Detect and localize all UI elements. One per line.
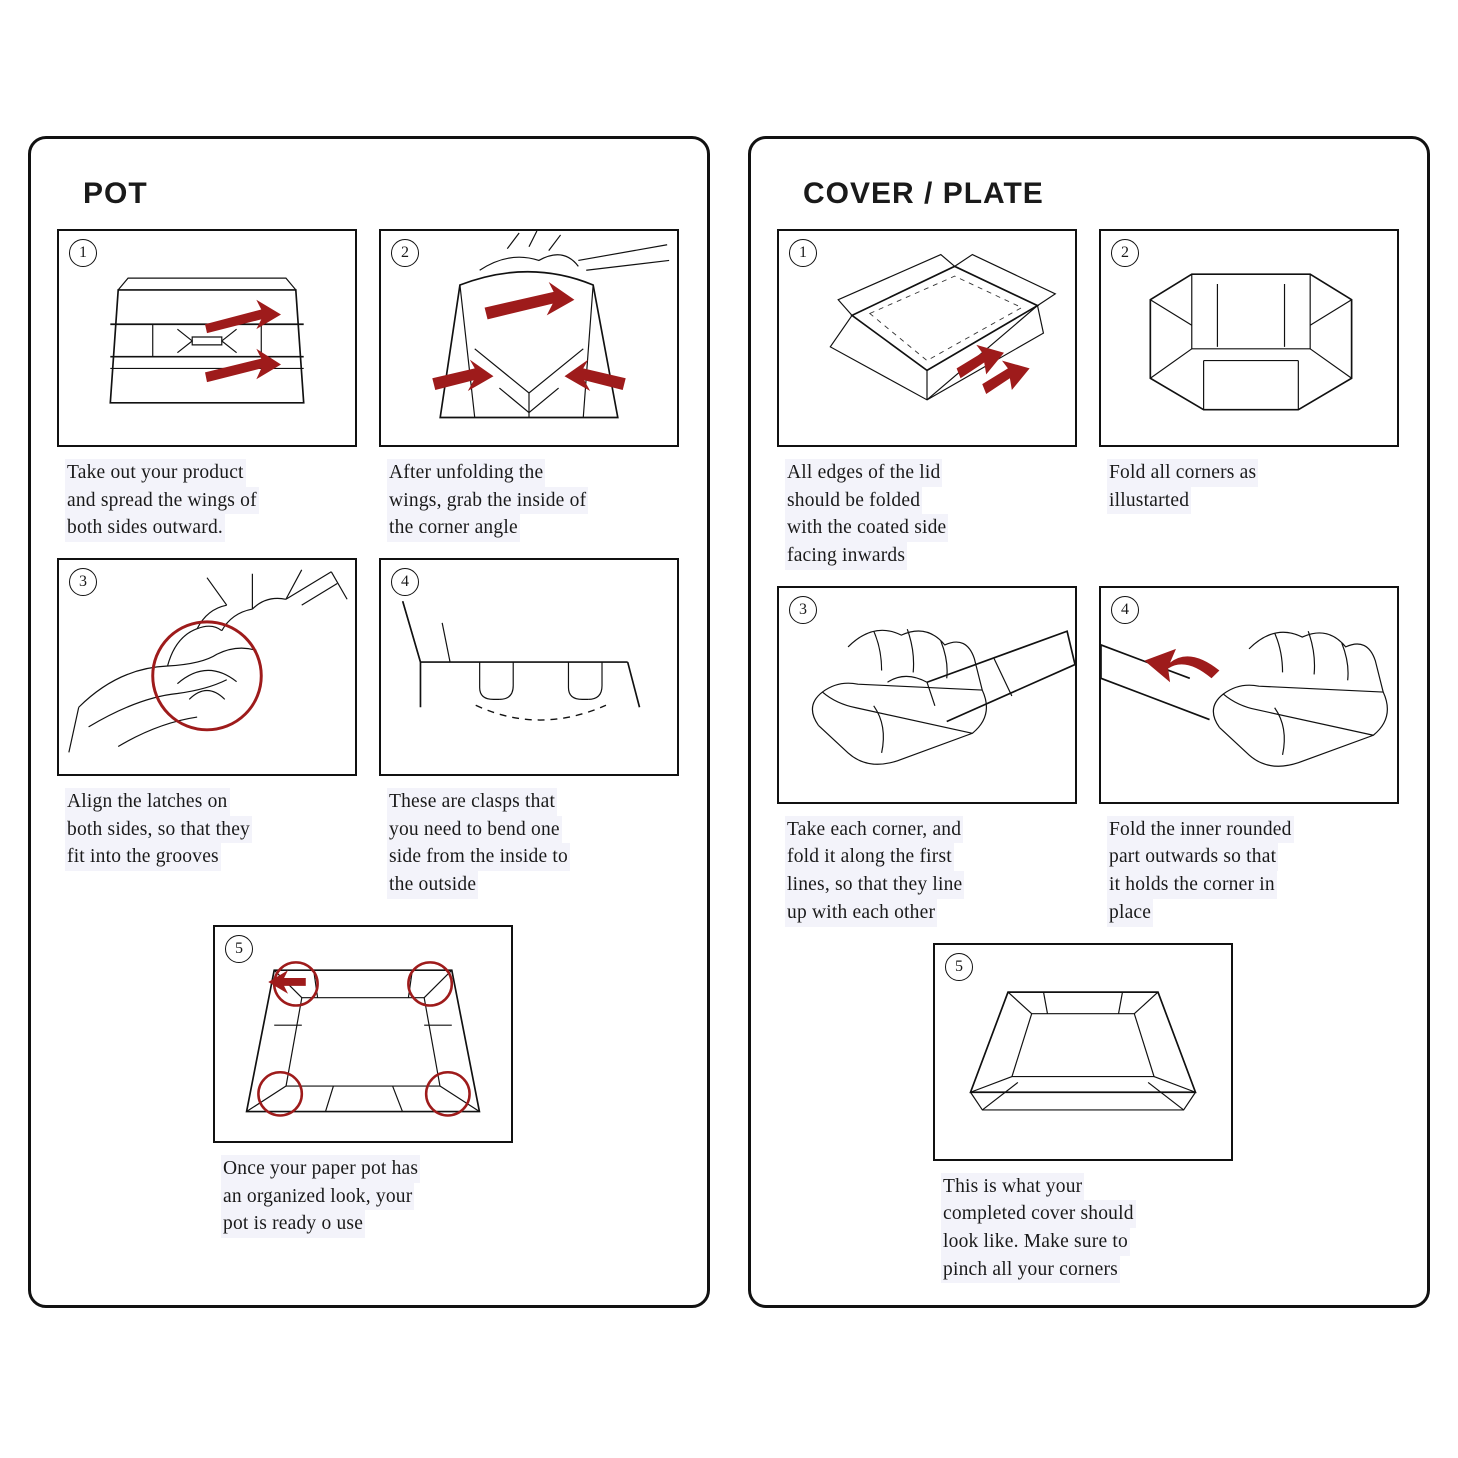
illustration-pot-align-latches <box>59 560 355 774</box>
figure-cover-3 <box>777 586 1077 804</box>
step-number: 1 <box>789 239 817 267</box>
illustration-pot-finished <box>215 927 511 1141</box>
panel-cover-plate <box>748 136 1430 1308</box>
caption-pot-2: After unfolding the wings, grab the inside of the corner angle <box>387 459 675 542</box>
caption-cover-3: Take each corner, and fold it along the first lines, so that they line up with each other <box>785 816 1073 927</box>
step-number: 5 <box>945 953 973 981</box>
step-number: 4 <box>1111 596 1139 624</box>
figure-pot-3 <box>57 558 357 776</box>
pot-steps-grid <box>57 229 681 1238</box>
step-card <box>1099 229 1399 570</box>
step-card <box>777 229 1077 570</box>
illustration-cover-fold-corners <box>1101 231 1397 445</box>
figure-cover-1 <box>777 229 1077 447</box>
illustration-pot-clasps <box>381 560 677 774</box>
step-number: 4 <box>391 568 419 596</box>
figure-cover-4 <box>1099 586 1399 804</box>
figure-pot-1 <box>57 229 357 447</box>
figure-pot-5 <box>213 925 513 1143</box>
illustration-pot-grab-corner <box>381 231 677 445</box>
caption-cover-4: Fold the inner rounded part outwards so that it holds the corner in place <box>1107 816 1395 927</box>
step-card <box>379 558 679 899</box>
panel-pot <box>28 136 710 1308</box>
caption-cover-5: This is what your completed cover should look like. Make sure to pinch all your corners <box>941 1173 1229 1284</box>
illustration-cover-fold-along-lines <box>779 588 1075 802</box>
step-card <box>933 943 1233 1284</box>
illustration-cover-fold-edges <box>779 231 1075 445</box>
step-card <box>1099 586 1399 927</box>
step-number: 3 <box>69 568 97 596</box>
panel-title-pot: POT <box>83 177 148 210</box>
caption-pot-3: Align the latches on both sides, so that they fit into the grooves <box>65 788 353 871</box>
figure-cover-2 <box>1099 229 1399 447</box>
caption-cover-2: Fold all corners as illustarted <box>1107 459 1395 514</box>
caption-pot-4: These are clasps that you need to bend one side from the inside to the outside <box>387 788 675 899</box>
step-number: 2 <box>1111 239 1139 267</box>
step-number: 5 <box>225 935 253 963</box>
illustration-cover-finished <box>935 945 1231 1159</box>
figure-pot-2 <box>379 229 679 447</box>
caption-pot-1: Take out your product and spread the wings of both sides outward. <box>65 459 353 542</box>
step-number: 3 <box>789 596 817 624</box>
panel-title-cover-plate: COVER / PLATE <box>803 177 1044 210</box>
step-card <box>379 229 679 542</box>
cover-steps-grid <box>777 229 1401 1283</box>
figure-cover-5 <box>933 943 1233 1161</box>
step-card <box>213 925 513 1238</box>
step-number: 1 <box>69 239 97 267</box>
step-card <box>57 229 357 542</box>
step-number: 2 <box>391 239 419 267</box>
illustration-cover-fold-inner-rounded <box>1101 588 1397 802</box>
caption-pot-5: Once your paper pot has an organized look, your pot is ready o use <box>221 1155 509 1238</box>
step-card <box>57 558 357 899</box>
figure-pot-4 <box>379 558 679 776</box>
step-card <box>777 586 1077 927</box>
illustration-pot-spread-wings <box>59 231 355 445</box>
caption-cover-1: All edges of the lid should be folded with the coated side facing inwards <box>785 459 1073 570</box>
